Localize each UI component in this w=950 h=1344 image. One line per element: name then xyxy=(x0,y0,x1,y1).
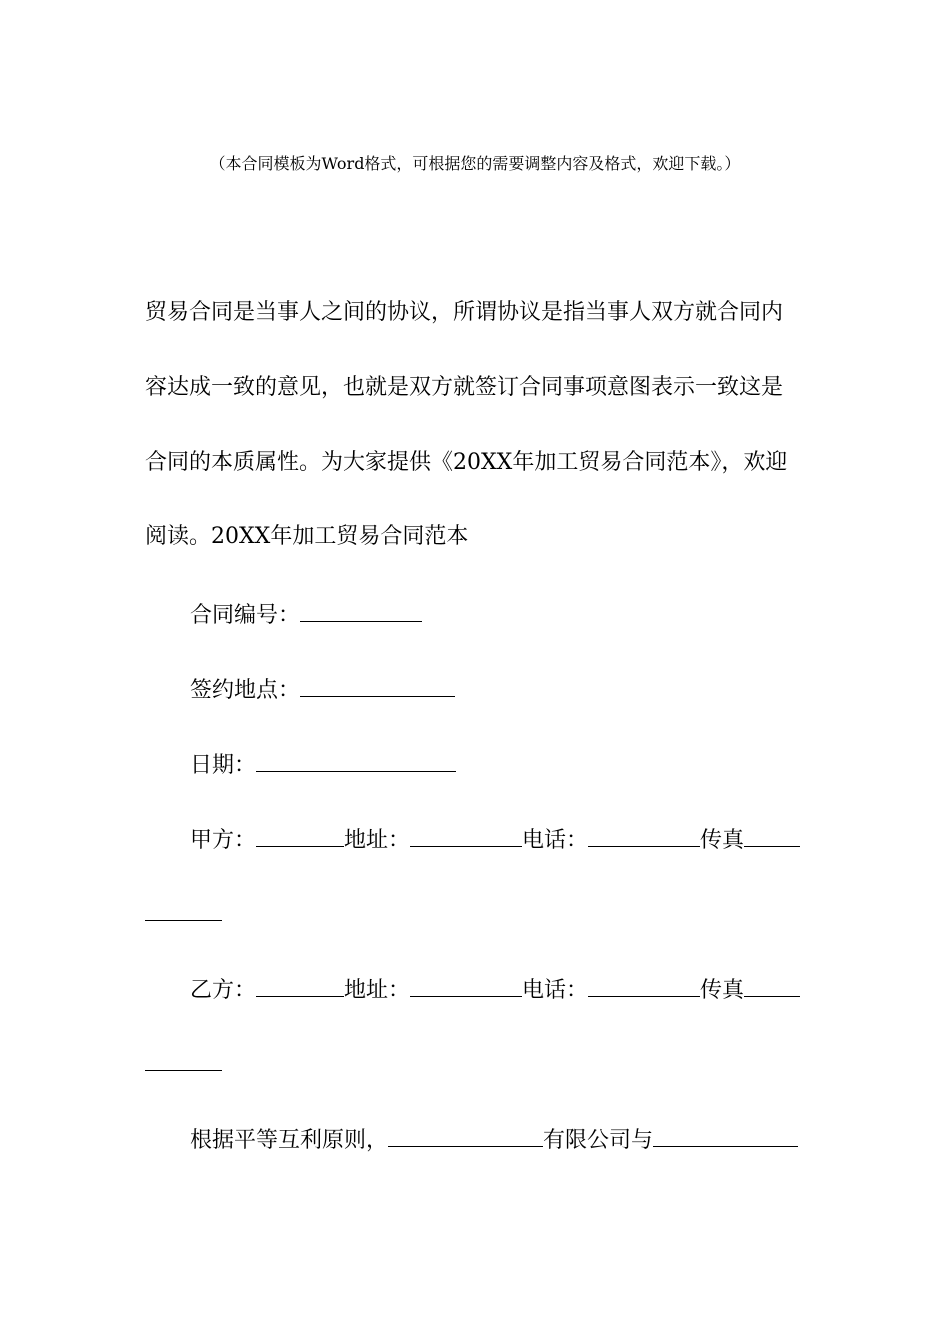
party-a-address-blank xyxy=(410,822,522,847)
party-b-fax-label: 传真 xyxy=(700,978,745,1003)
party-b-phone-label: 电话： xyxy=(522,978,589,1003)
principle-prefix: 根据平等互利原则， xyxy=(190,1128,389,1153)
intro-line-2: 容达成一致的意见，也就是双方就签订合同事项意图表示一致这是 xyxy=(145,375,784,400)
party-a-phone-blank xyxy=(588,822,700,847)
company-a-blank xyxy=(388,1122,543,1147)
party-a-label: 甲方： xyxy=(190,828,257,853)
principle-row xyxy=(190,1122,798,1156)
contract-number-blank xyxy=(300,597,422,622)
party-b-address-label: 地址： xyxy=(344,978,411,1003)
intro-line-3: 合同的本质属性。为大家提供《20XX年加工贸易合同范本》，欢迎 xyxy=(145,450,788,475)
sign-place-row xyxy=(190,672,455,706)
sign-place-label: 签约地点： xyxy=(190,678,301,703)
party-a-phone-label: 电话： xyxy=(522,828,589,853)
party-b-label: 乙方： xyxy=(190,978,257,1003)
company-b-blank xyxy=(653,1122,798,1147)
party-b-address-blank xyxy=(410,972,522,997)
party-a-fax-blank xyxy=(744,822,800,847)
template-notice: （本合同模板为Word格式，可根据您的需要调整内容及格式，欢迎下载。） xyxy=(209,154,741,173)
intro-line-1: 贸易合同是当事人之间的协议，所谓协议是指当事人双方就合同内 xyxy=(145,300,784,325)
date-blank xyxy=(256,747,456,772)
party-a-fax-blank-continued xyxy=(145,920,222,921)
date-row xyxy=(190,747,456,781)
party-b-name-blank xyxy=(256,972,344,997)
party-a-fax-label: 传真 xyxy=(700,828,745,853)
party-b-row xyxy=(190,972,800,1006)
party-b-fax-blank xyxy=(744,972,800,997)
party-a-row xyxy=(190,822,800,856)
party-a-name-blank xyxy=(256,822,344,847)
intro-line-4: 阅读。20XX年加工贸易合同范本 xyxy=(145,524,469,549)
principle-middle: 有限公司与 xyxy=(543,1128,654,1153)
date-label: 日期： xyxy=(190,753,257,778)
party-b-phone-blank xyxy=(588,972,700,997)
contract-number-label: 合同编号： xyxy=(190,603,301,628)
contract-number-row xyxy=(190,597,422,631)
sign-place-blank xyxy=(300,672,455,697)
party-b-fax-blank-continued xyxy=(145,1070,222,1071)
party-a-address-label: 地址： xyxy=(344,828,411,853)
